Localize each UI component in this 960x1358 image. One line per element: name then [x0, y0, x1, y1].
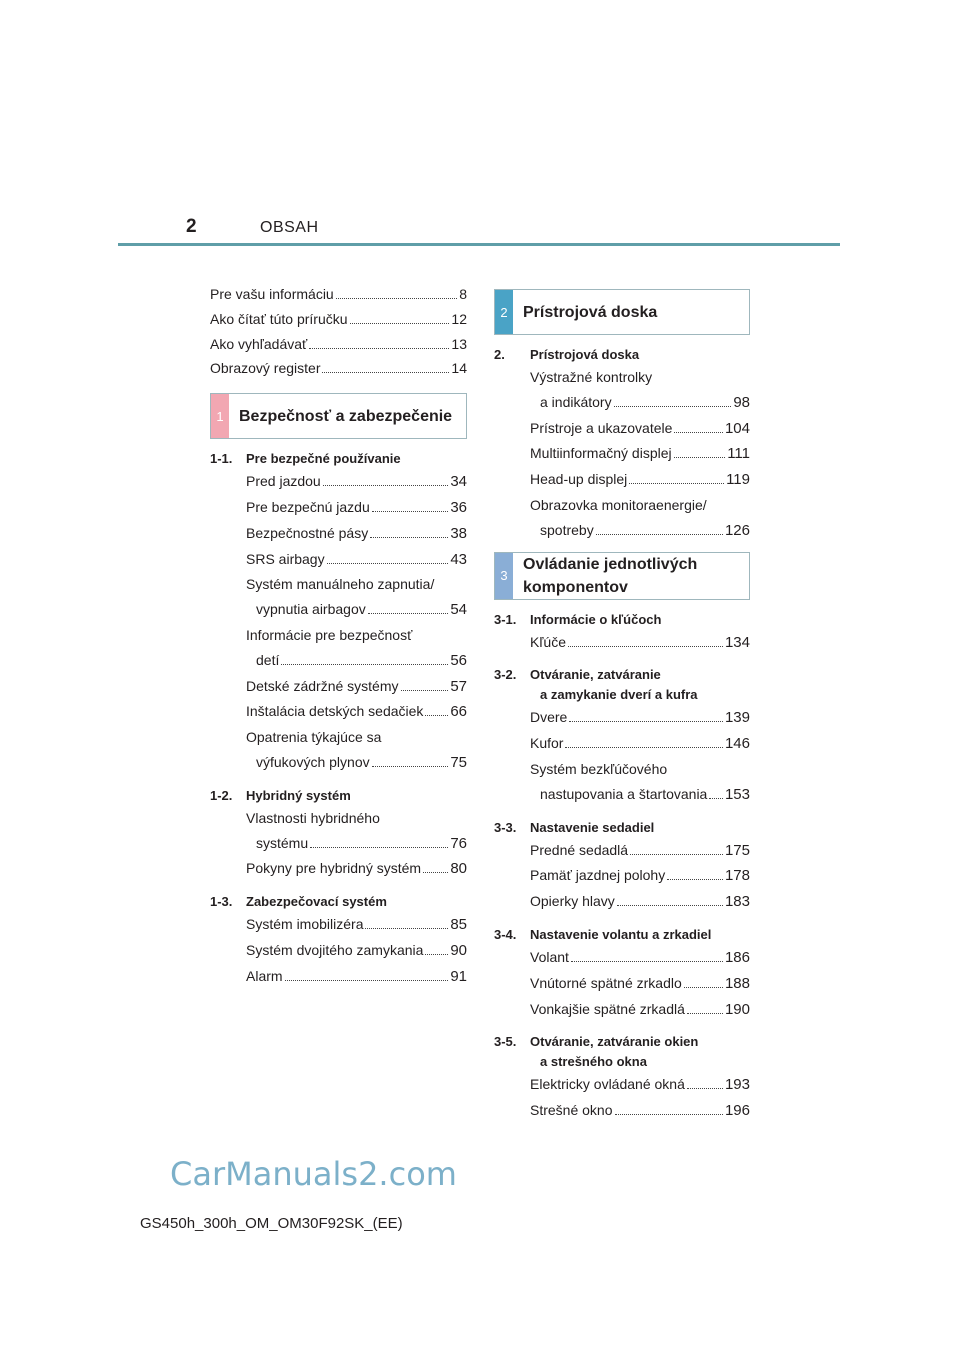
entry-page: 175: [724, 841, 750, 859]
toc-entry[interactable]: [246, 699, 467, 725]
section-title-line: Ovládanie jednotlivých: [523, 555, 698, 573]
entry-page: 38: [450, 524, 467, 542]
dot-leader: [674, 432, 723, 433]
entry-title: vypnutia airbagov: [256, 601, 366, 618]
entry-page: 36: [450, 498, 467, 516]
toc-item: [530, 1072, 750, 1098]
toc-item: [246, 699, 467, 725]
dot-leader: [667, 879, 723, 880]
dot-leader: [370, 537, 448, 538]
entry-title-line: Obrazovka monitoraenergie/: [530, 496, 707, 513]
entry-title: Elektricky ovládané okná: [530, 1076, 685, 1093]
toc-item: [246, 964, 467, 990]
chapter-heading: [210, 892, 467, 912]
dot-leader: [571, 961, 723, 962]
toc-item: [530, 971, 750, 997]
chapter-title: [530, 665, 750, 705]
section-number: 1: [211, 394, 229, 438]
toc-entry[interactable]: [210, 282, 467, 307]
entry-page: 146: [724, 735, 750, 753]
section-header: [494, 552, 750, 600]
entry-page: 190: [724, 1000, 750, 1018]
chapter-title: [530, 610, 750, 630]
dot-leader: [309, 348, 449, 349]
entry-page: 80: [450, 860, 467, 878]
toc-item: [530, 757, 750, 808]
chapter-title-line: Hybridný systém: [246, 787, 351, 803]
chapter-entries: [494, 945, 750, 1022]
dot-leader: [617, 905, 723, 906]
entry-title: Prístroje a ukazovatele: [530, 419, 673, 436]
toc-entry[interactable]: [530, 782, 750, 808]
chapter-title-line: Prístrojová doska: [530, 347, 640, 362]
toc-item: [246, 674, 467, 700]
entry-title: Pre bezpečnú jazdu: [246, 498, 370, 515]
chapter-title-line: a zamykanie dverí a kufra: [540, 687, 698, 703]
page-number: 2: [186, 216, 197, 237]
dot-leader: [310, 847, 448, 848]
toc-entry[interactable]: [246, 674, 467, 700]
entry-page: 98: [733, 393, 750, 411]
toc-entry[interactable]: [246, 750, 467, 776]
entry-page: 57: [450, 677, 467, 695]
toc-item: [246, 521, 467, 547]
toc-item: [530, 863, 750, 889]
section-header: [494, 289, 750, 335]
toc-item: [530, 889, 750, 915]
chapter-entries: [210, 806, 467, 882]
entry-title: spotreby: [540, 521, 594, 538]
chapter-heading: [210, 786, 467, 806]
toc-item: [246, 938, 467, 964]
chapter-number: 3-4.: [494, 926, 517, 942]
dot-leader: [323, 485, 449, 486]
chapter-number: 1-1.: [210, 451, 233, 467]
toc-entry[interactable]: [530, 390, 750, 416]
entry-page: 186: [724, 948, 750, 966]
toc-item: [246, 547, 467, 573]
toc-item: [530, 838, 750, 864]
dot-leader: [285, 980, 449, 981]
entry-page: 139: [724, 709, 750, 727]
entry-title-line: Systém bezkľúčového: [530, 760, 668, 777]
toc-entry[interactable]: [530, 1072, 750, 1098]
entry-page: 75: [450, 753, 467, 771]
entry-page: 104: [724, 419, 750, 437]
dot-leader: [630, 854, 723, 855]
entry-page: 134: [724, 633, 750, 651]
intro-list: [210, 282, 467, 381]
entry-title: systému: [256, 834, 309, 851]
entry-title-line: Informácie pre bezpečnosť: [246, 626, 413, 643]
chapter-number: 1-2.: [210, 787, 233, 803]
entry-title: Ako čítať túto príručku: [210, 310, 348, 327]
entry-title: Opierky hlavy: [530, 893, 615, 910]
dot-leader: [614, 406, 732, 407]
entry-page: 153: [724, 785, 750, 803]
entry-title: Obrazový register: [210, 360, 321, 377]
toc-item: [530, 493, 750, 544]
chapter-title-line: Otváranie, zatváranie okien: [530, 1034, 699, 1050]
dot-leader: [327, 563, 449, 564]
toc-entry[interactable]: [530, 630, 750, 656]
entry-page: 8: [459, 286, 467, 302]
chapter-title-line: Otváranie, zatváranie: [530, 667, 661, 683]
section-header: [210, 393, 467, 439]
entry-page: 183: [724, 893, 750, 911]
chapter-title-line: Zabezpečovací systém: [246, 894, 387, 910]
chapter-entries: [494, 1072, 750, 1124]
dot-leader: [709, 798, 723, 799]
dot-leader: [425, 954, 448, 955]
toc-item: [530, 630, 750, 656]
chapter-entries: [494, 630, 750, 656]
entry-title-line: Výstražné kontrolky: [530, 369, 653, 385]
entry-page: 111: [727, 445, 750, 463]
toc-entry[interactable]: [530, 997, 750, 1023]
dot-leader: [372, 511, 449, 512]
chapter-number: 3-2.: [494, 667, 517, 683]
entry-title: Kľúče: [530, 633, 566, 650]
toc-item: [530, 365, 750, 416]
entry-page: 34: [450, 473, 467, 491]
toc-entry[interactable]: [530, 971, 750, 997]
entry-page: 91: [450, 967, 467, 985]
toc-item: [530, 441, 750, 467]
toc-entry[interactable]: [246, 964, 467, 990]
chapter-heading: [494, 1032, 750, 1072]
entry-page: 12: [451, 310, 467, 327]
entry-title: SRS airbagy: [246, 550, 325, 567]
toc-item: [246, 856, 467, 882]
entry-title: Pred jazdou: [246, 473, 321, 490]
entry-title-line: Vlastnosti hybridného: [246, 809, 380, 826]
toc-item: [530, 705, 750, 731]
toc-item: [246, 912, 467, 938]
toc-entry[interactable]: [210, 332, 467, 357]
toc-entry[interactable]: [530, 838, 750, 864]
toc-entry[interactable]: [246, 831, 467, 857]
chapter-heading: [494, 665, 750, 705]
toc-right-column: [494, 289, 750, 1124]
chapter-entries: [494, 365, 750, 544]
dot-leader: [368, 613, 449, 614]
entry-title: a indikátory: [540, 393, 612, 410]
entry-page: 43: [450, 550, 467, 568]
dot-leader: [615, 1114, 723, 1115]
chapter-number: 3-5.: [494, 1034, 517, 1050]
entry-title-line: Systém manuálneho zapnutia/: [246, 576, 435, 593]
entry-page: 193: [724, 1076, 750, 1094]
chapter-entries: [494, 838, 750, 915]
entry-title: Head-up displej: [530, 471, 628, 488]
entry-title: Systém imobilizéra: [246, 916, 364, 933]
toc-entry[interactable]: [530, 731, 750, 757]
toc-item: [246, 495, 467, 521]
toc-entry[interactable]: [530, 467, 750, 493]
section-title: [513, 553, 749, 599]
entry-title: detí: [256, 651, 280, 668]
toc-entry[interactable]: [530, 705, 750, 731]
chapter-entries: [210, 469, 467, 776]
toc-entry[interactable]: [246, 547, 467, 573]
toc-entry[interactable]: [530, 441, 750, 467]
entry-title: Kufor: [530, 735, 564, 752]
entry-title: Systém dvojitého zamykania: [246, 941, 424, 958]
chapter-title-line: Pre bezpečné používanie: [246, 451, 401, 467]
chapter-heading: [494, 610, 750, 630]
dot-leader: [372, 766, 449, 767]
toc-entry[interactable]: [246, 495, 467, 521]
entry-page: 119: [726, 471, 750, 489]
toc-entry[interactable]: [246, 521, 467, 547]
chapter-number: 3-1.: [494, 611, 517, 627]
dot-leader: [687, 1088, 723, 1089]
entry-page: 90: [450, 941, 467, 959]
chapter-title: [246, 892, 467, 912]
toc-item: [246, 469, 467, 495]
toc-entry[interactable]: [246, 856, 467, 882]
entry-page: 76: [450, 834, 467, 852]
toc-entry[interactable]: [530, 863, 750, 889]
chapter-title: [530, 1032, 750, 1072]
entry-title: Inštalácia detských sedačiek: [246, 703, 424, 720]
dot-leader: [629, 483, 724, 484]
watermark: CarManuals2.com: [170, 1155, 457, 1193]
entry-title: nastupovania a štartovania: [540, 785, 708, 802]
chapter-heading: [494, 345, 750, 365]
toc-entry[interactable]: [530, 1098, 750, 1124]
toc-entry[interactable]: [530, 945, 750, 971]
entry-page: 126: [724, 521, 750, 539]
entry-page: 56: [450, 651, 467, 669]
dot-leader: [350, 323, 450, 324]
toc-entry[interactable]: [246, 648, 467, 674]
dot-leader: [596, 534, 723, 535]
dot-leader: [401, 690, 449, 691]
dot-leader: [281, 664, 448, 665]
entry-title: výfukových plynov: [256, 753, 370, 770]
toc-entry[interactable]: [210, 307, 467, 332]
dot-leader: [336, 298, 457, 299]
chapter-title: [246, 449, 467, 469]
dot-leader: [423, 872, 448, 873]
chapter-heading: [494, 925, 750, 945]
running-title: OBSAH: [260, 219, 319, 236]
toc-item: [246, 572, 467, 623]
section-number: 2: [495, 290, 513, 334]
dot-leader: [565, 747, 723, 748]
toc-entry[interactable]: [530, 518, 750, 544]
entry-title: Volant: [530, 948, 569, 965]
chapter-title-line: Nastavenie volantu a zrkadiel: [530, 926, 712, 942]
entry-title: Detské zádržné systémy: [246, 677, 399, 694]
chapter-number: 3-3.: [494, 819, 517, 835]
toc-entry[interactable]: [530, 416, 750, 442]
chapter-title: [530, 818, 750, 838]
header-rule: [118, 243, 840, 246]
entry-title: Pre vašu informáciu: [210, 286, 334, 302]
entry-title: Dvere: [530, 709, 568, 726]
toc-item: [246, 725, 467, 776]
chapter-entries: [494, 705, 750, 807]
toc-item: [530, 731, 750, 757]
chapter-number: 2.: [494, 347, 505, 362]
chapter-title-line: a strešného okna: [540, 1054, 647, 1070]
dot-leader: [674, 457, 726, 458]
toc-entry[interactable]: [246, 469, 467, 495]
toc-item: [530, 1098, 750, 1124]
entry-page: 54: [450, 601, 467, 619]
page-header: [0, 0, 960, 250]
toc-entry[interactable]: [210, 356, 467, 381]
entry-page: 178: [724, 867, 750, 885]
entry-title: Pamäť jazdnej polohy: [530, 867, 666, 884]
entry-title: Ako vyhľadávať: [210, 335, 308, 352]
section-title: Bezpečnosť a zabezpečenie: [239, 407, 453, 425]
entry-page: 14: [451, 360, 467, 377]
entry-title: Vonkajšie spätné zrkadlá: [530, 1000, 685, 1017]
toc-item: [530, 467, 750, 493]
entry-title: Pokyny pre hybridný systém: [246, 860, 422, 877]
chapter-title-line: Nastavenie sedadiel: [530, 819, 655, 835]
dot-leader: [569, 721, 723, 722]
chapter-title: [530, 345, 750, 365]
entry-page: 66: [450, 703, 467, 721]
entry-page: 196: [724, 1102, 750, 1120]
entry-title: Multiinformačný displej: [530, 445, 672, 462]
document-code: GS450h_300h_OM_OM30F92SK_(EE): [140, 1215, 403, 1232]
entry-title: Alarm: [246, 967, 283, 984]
chapter-number: 1-3.: [210, 894, 233, 910]
entry-title: Vnútorné spätné zrkadlo: [530, 974, 682, 991]
entry-title: Predné sedadlá: [530, 841, 629, 858]
dot-leader: [568, 646, 723, 647]
dot-leader: [687, 1013, 723, 1014]
entry-title-line: Opatrenia týkajúce sa: [246, 729, 382, 746]
toc-entry[interactable]: [246, 912, 467, 938]
chapter-heading: [210, 449, 467, 469]
dot-leader: [684, 987, 723, 988]
chapter-title: [530, 925, 750, 945]
section-title-line: komponentov: [523, 578, 628, 596]
toc-item: [530, 416, 750, 442]
toc-item: [246, 806, 467, 857]
dot-leader: [365, 928, 448, 929]
toc-entry[interactable]: [246, 597, 467, 623]
section-number: 3: [495, 553, 513, 599]
toc-entry[interactable]: [246, 938, 467, 964]
toc-entry[interactable]: [530, 889, 750, 915]
dot-leader: [425, 715, 448, 716]
chapter-title: [246, 786, 467, 806]
toc-item: [246, 623, 467, 674]
entry-page: 188: [724, 974, 750, 992]
toc-item: [530, 997, 750, 1023]
entry-title: Strešné okno: [530, 1102, 613, 1119]
entry-page: 85: [450, 916, 467, 934]
toc-item: [530, 945, 750, 971]
dot-leader: [322, 372, 449, 373]
chapter-entries: [210, 912, 467, 989]
chapter-heading: [494, 818, 750, 838]
section-title: Prístrojová doska: [523, 303, 658, 321]
entry-page: 13: [451, 335, 467, 352]
toc-left-column: [210, 282, 467, 990]
entry-title: Bezpečnostné pásy: [246, 524, 369, 541]
chapter-title-line: Informácie o kľúčoch: [530, 611, 662, 627]
